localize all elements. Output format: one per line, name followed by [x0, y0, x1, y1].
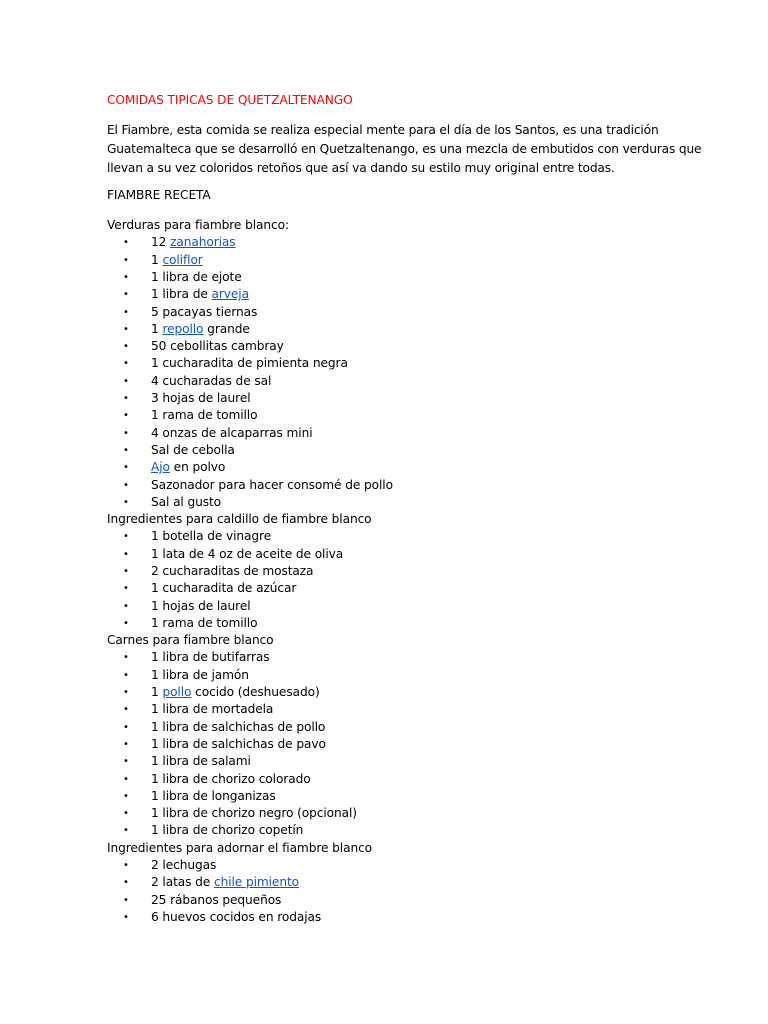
ingredient-link[interactable]: Ajo [151, 460, 170, 475]
ingredient-text-part: 1 [151, 685, 163, 700]
section-heading: Verduras para fiambre blanco: [107, 218, 289, 232]
section-heading: Ingredientes para caldillo de fiambre blanco [107, 512, 372, 527]
bullet-icon: • [123, 289, 129, 301]
ingredient-text-part: 1 libra de ejote [151, 269, 242, 284]
ingredient-text-part: Sal de cebolla [151, 442, 235, 457]
bullet-icon: • [123, 583, 129, 595]
ingredient-text [151, 753, 251, 770]
ingredient-text-part: 1 libra de chorizo negro (opcional) [151, 806, 357, 821]
bullet-icon: • [123, 790, 129, 802]
ingredient-text [151, 477, 393, 494]
ingredient-text [151, 252, 203, 269]
ingredient-text [151, 598, 251, 615]
bullet-icon: • [123, 669, 129, 681]
intro-line: Guatemalteca que se desarrolló en Quetzaltenango, es una mezcla de embutidos con verduras que [107, 142, 702, 156]
ingredient-text-part: 50 cebollitas cambray [151, 339, 284, 354]
bullet-icon: • [123, 410, 129, 422]
bullet-icon: • [123, 773, 129, 785]
bullet-icon: • [123, 756, 129, 768]
ingredient-text-part: Sazonador para hacer consomé de pollo [151, 477, 393, 492]
ingredient-text-part: 5 pacayas tiernas [151, 304, 258, 319]
ingredient-text [151, 494, 221, 511]
ingredient-text-part: 1 lata de 4 oz de aceite de oliva [151, 546, 344, 561]
ingredient-text [151, 425, 313, 442]
ingredient-text [151, 684, 320, 701]
ingredient-text-part: 1 rama de tomillo [151, 408, 258, 423]
ingredient-text [151, 771, 311, 788]
ingredient-text-part: Sal al gusto [151, 494, 222, 509]
ingredient-text [151, 355, 348, 372]
ingredient-text-part: 1 libra de [151, 287, 212, 302]
bullet-icon: • [123, 375, 129, 387]
bullet-icon: • [123, 652, 129, 664]
bullet-icon: • [123, 687, 129, 699]
ingredient-text [151, 373, 271, 390]
ingredient-text-part: 4 cucharadas de sal [151, 373, 272, 388]
ingredient-text-part: 4 onzas de alcaparras mini [151, 425, 313, 440]
ingredient-text-part: 1 libra de salami [151, 754, 251, 769]
ingredient-text-part: cocido (deshuesado) [191, 685, 320, 700]
bullet-icon: • [123, 600, 129, 612]
bullet-icon: • [123, 911, 129, 923]
bullet-icon: • [123, 877, 129, 889]
ingredient-text-part: 1 libra de chorizo copetín [151, 823, 304, 838]
ingredient-text-part: 1 libra de salchichas de pollo [151, 719, 326, 734]
ingredient-text [151, 442, 235, 459]
ingredient-text-part: 6 huevos cocidos en rodajas [151, 909, 322, 924]
ingredient-text-part: 1 [151, 321, 163, 336]
bullet-icon: • [123, 808, 129, 820]
ingredient-text [151, 615, 257, 632]
bullet-icon: • [123, 825, 129, 837]
bullet-icon: • [123, 323, 129, 335]
ingredient-text-part: 3 hojas de laurel [151, 391, 251, 405]
ingredient-text [151, 580, 296, 597]
ingredient-text [151, 667, 249, 684]
ingredient-text [151, 390, 251, 407]
ingredient-text [151, 805, 357, 822]
ingredient-text [151, 892, 281, 909]
ingredient-link[interactable]: coliflor [162, 252, 203, 267]
bullet-icon: • [123, 271, 129, 283]
ingredient-text [151, 546, 343, 563]
ingredient-text [151, 269, 242, 286]
ingredient-text [151, 719, 325, 736]
ingredient-link[interactable]: chile pimiento [213, 875, 299, 890]
bullet-icon: • [123, 427, 129, 439]
ingredient-text [151, 304, 257, 321]
ingredient-text-part: grande [203, 321, 250, 336]
bullet-icon: • [123, 479, 129, 491]
ingredient-text-part: 1 botella de vinagre [151, 529, 272, 544]
intro-line: El Fiambre, esta comida se realiza especial mente para el día de los Santos, es una tradición [107, 123, 659, 137]
ingredient-text [151, 822, 303, 839]
ingredient-text [151, 321, 250, 338]
ingredient-link[interactable]: zanahorias [170, 235, 236, 250]
ingredient-text-part: 1 hojas de laurel [151, 598, 251, 613]
bullet-icon: • [123, 462, 129, 474]
ingredient-text [151, 459, 225, 476]
document-title: COMIDAS TIPICAS DE QUETZALTENANGO [107, 93, 353, 107]
ingredient-text [151, 874, 299, 891]
bullet-icon: • [123, 254, 129, 266]
section-heading: Carnes para fiambre blanco [107, 633, 274, 648]
ingredient-text [151, 909, 321, 926]
ingredient-text-part: 1 libra de chorizo colorado [151, 771, 311, 786]
ingredient-text-part: 1 libra de butifarras [151, 650, 270, 665]
bullet-icon: • [123, 444, 129, 456]
bullet-icon: • [123, 738, 129, 750]
ingredient-text-part: 1 libra de salchichas de pavo [151, 736, 326, 751]
ingredient-text [151, 286, 249, 303]
ingredient-text-part: 1 libra de jamón [151, 667, 249, 682]
ingredient-text [151, 701, 273, 718]
bullet-icon: • [123, 548, 129, 560]
bullet-icon: • [123, 565, 129, 577]
ingredient-text-part: 1 rama de tomillo [151, 615, 258, 630]
intro-line: llevan a su vez coloridos retoños que así va dando su estilo muy original entre todas. [107, 161, 615, 175]
bullet-icon: • [123, 358, 129, 370]
ingredient-link[interactable]: arveja [211, 287, 249, 302]
ingredient-text [151, 338, 284, 355]
ingredient-text [151, 788, 276, 805]
bullet-icon: • [123, 704, 129, 716]
ingredient-text [151, 736, 326, 753]
bullet-icon: • [123, 617, 129, 629]
recipe-title: FIAMBRE RECETA [107, 188, 211, 202]
ingredient-text [151, 234, 236, 251]
ingredient-text-part: 25 rábanos pequeños [151, 892, 282, 907]
ingredient-text [151, 857, 216, 874]
ingredient-text-part: 2 cucharaditas de mostaza [151, 563, 314, 578]
ingredient-text-part: 1 cucharadita de azúcar [151, 581, 297, 596]
ingredient-text [151, 528, 271, 545]
bullet-icon: • [123, 496, 129, 508]
ingredient-text-part: 1 [151, 252, 163, 267]
ingredient-text-part: 12 [151, 235, 171, 250]
bullet-icon: • [123, 531, 129, 543]
bullet-icon: • [123, 341, 129, 353]
ingredient-text-part: 1 libra de mortadela [151, 702, 274, 717]
ingredient-text [151, 649, 270, 666]
section-heading: Ingredientes para adornar el fiambre blanco [107, 840, 373, 855]
ingredient-link[interactable]: repollo [162, 321, 204, 336]
ingredient-text-part: 2 lechugas [151, 858, 217, 873]
ingredient-text [151, 407, 257, 424]
ingredient-text [151, 563, 313, 580]
ingredient-text-part: en polvo [169, 460, 226, 475]
bullet-icon: • [123, 237, 129, 249]
ingredient-text-part: 1 cucharadita de pimienta negra [151, 356, 348, 371]
bullet-icon: • [123, 860, 129, 872]
bullet-icon: • [123, 306, 129, 318]
ingredient-text-part: 1 libra de longanizas [151, 788, 276, 803]
bullet-icon: • [123, 393, 129, 404]
ingredient-text-part: 2 latas de [151, 875, 214, 890]
bullet-icon: • [123, 721, 129, 733]
ingredient-link[interactable]: pollo [162, 685, 192, 700]
intro-paragraph [107, 121, 702, 178]
bullet-icon: • [123, 894, 129, 906]
